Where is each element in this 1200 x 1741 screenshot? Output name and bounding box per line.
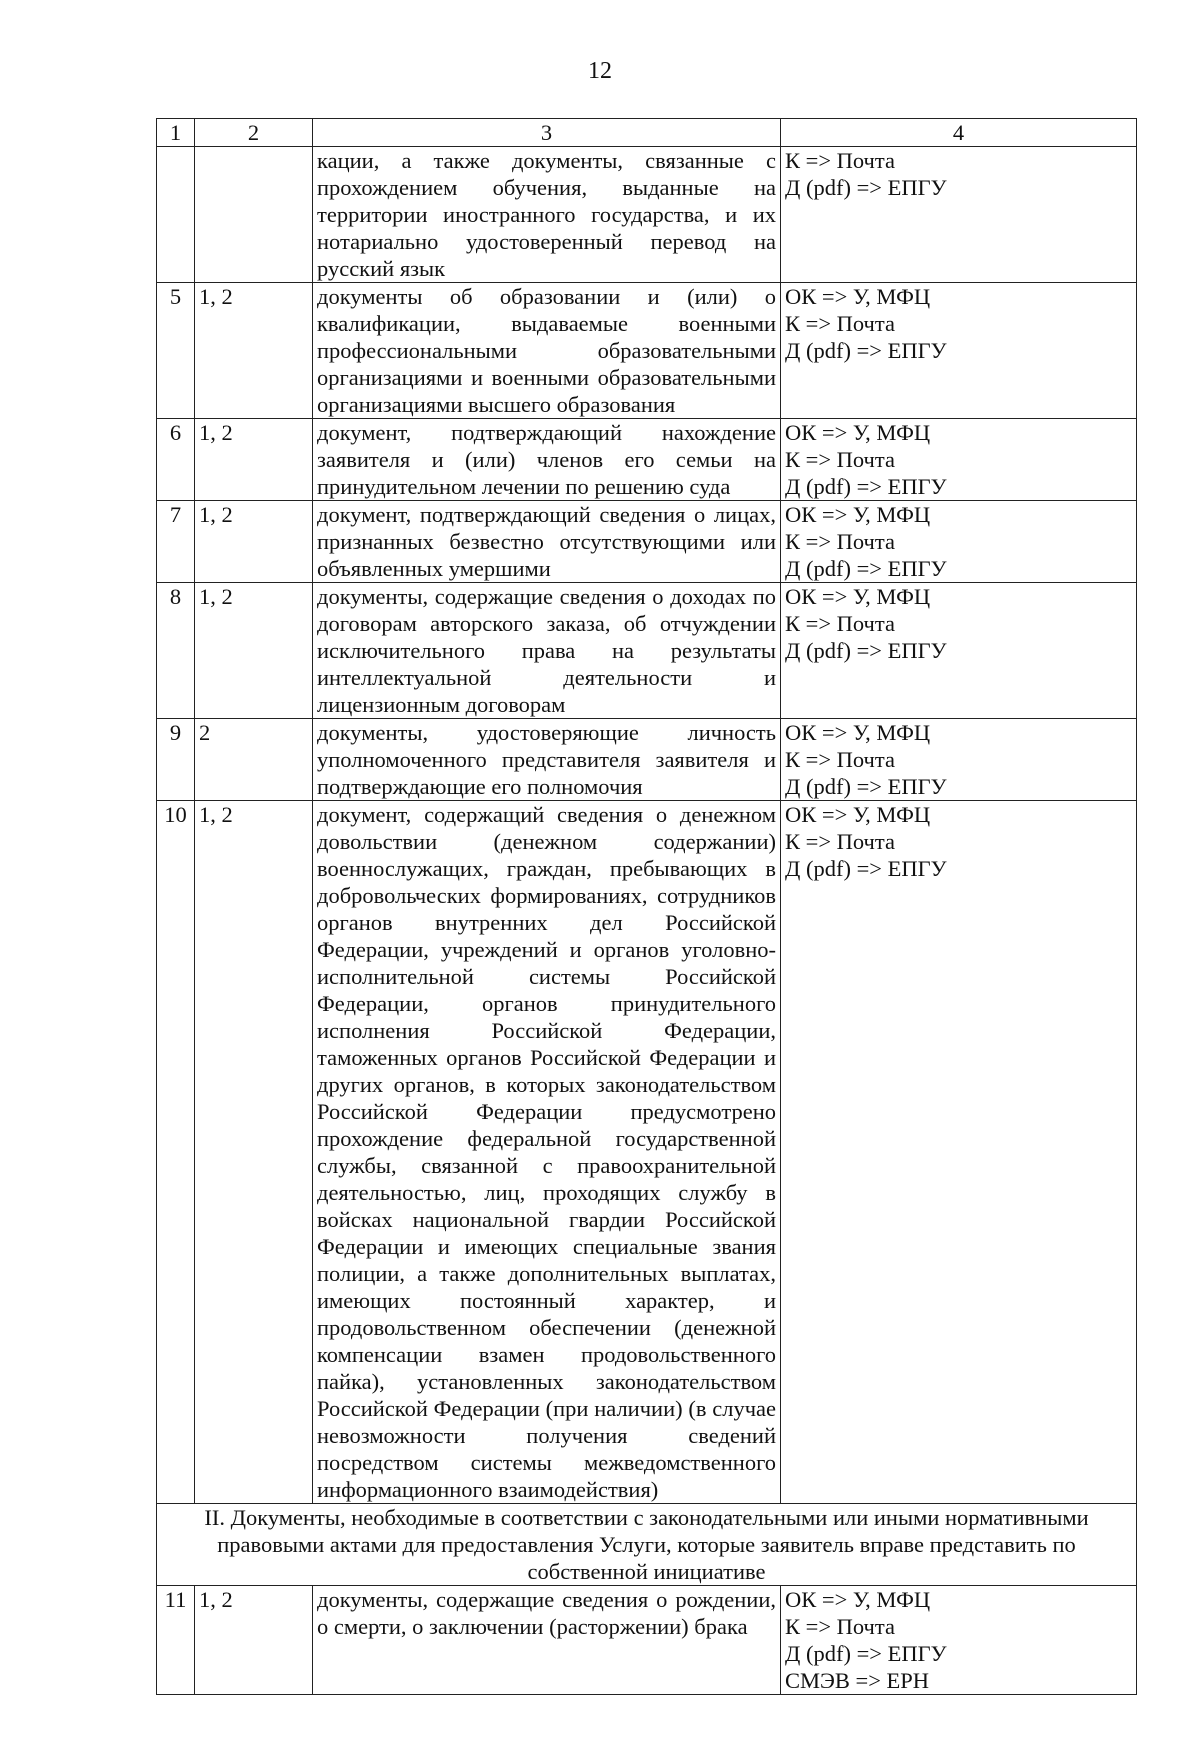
submission-method: Д (pdf) => ЕПГУ	[785, 856, 947, 881]
submission-method: ОК => У, МФЦ	[785, 502, 931, 527]
submission-method: ОК => У, МФЦ	[785, 284, 931, 309]
header-col-3: 3	[313, 119, 781, 147]
submission-method: К => Почта	[785, 529, 895, 554]
page-number: 12	[588, 58, 612, 84]
submission-method: К => Почта	[785, 1614, 895, 1639]
submission-method: Д (pdf) => ЕПГУ	[785, 474, 947, 499]
row-submission-methods	[781, 583, 1137, 719]
row-number: 9	[157, 719, 195, 801]
row-category: 1, 2	[195, 419, 313, 501]
row-document-description: документы, удостоверяющие личность уполномоченного представителя заявителя и подтверждающие его полномочия	[313, 719, 781, 801]
header-col-1: 1	[157, 119, 195, 147]
row-submission-methods	[781, 419, 1137, 501]
row-number: 10	[157, 801, 195, 1504]
submission-method: СМЭВ => ЕРН	[785, 1668, 930, 1693]
row-document-description: документ, подтверждающий нахождение заявителя и (или) членов его семьи на принудительном лечении по решению суда	[313, 419, 781, 501]
table-row	[157, 147, 1137, 283]
table-row	[157, 419, 1137, 501]
table-row	[157, 501, 1137, 583]
submission-method: К => Почта	[785, 311, 895, 336]
section-title: II. Документы, необходимые в соответствии с законодательными или иными нормативными правовыми актами для предоставления Услуги, которые заявитель вправе представить по собственной инициативе	[157, 1504, 1137, 1586]
header-col-2: 2	[195, 119, 313, 147]
table-row	[157, 1586, 1137, 1695]
row-submission-methods	[781, 719, 1137, 801]
row-number: 6	[157, 419, 195, 501]
row-document-description: документ, подтверждающий сведения о лицах, признанных безвестно отсутствующими или объявленных умершими	[313, 501, 781, 583]
row-number	[157, 147, 195, 283]
row-category: 2	[195, 719, 313, 801]
row-category: 1, 2	[195, 583, 313, 719]
row-submission-methods	[781, 1586, 1137, 1695]
section-header-row	[157, 1504, 1137, 1586]
submission-method: К => Почта	[785, 148, 895, 173]
row-category: 1, 2	[195, 501, 313, 583]
row-number: 7	[157, 501, 195, 583]
row-document-description: документы об образовании и (или) о квалификации, выдаваемые военными профессиональными образовательными организациями и военными образовательными организациями высшего образования	[313, 283, 781, 419]
submission-method: ОК => У, МФЦ	[785, 420, 931, 445]
row-number: 11	[157, 1586, 195, 1695]
submission-method: ОК => У, МФЦ	[785, 720, 931, 745]
row-document-description: кации, а также документы, связанные с прохождением обучения, выданные на территории иностранного государства, и их нотариально удостоверенный перевод на русский язык	[313, 147, 781, 283]
row-submission-methods	[781, 801, 1137, 1504]
documents-table	[156, 118, 1137, 1695]
submission-method: Д (pdf) => ЕПГУ	[785, 338, 947, 363]
submission-method: ОК => У, МФЦ	[785, 802, 931, 827]
table-row	[157, 283, 1137, 419]
row-document-description: документ, содержащий сведения о денежном довольствии (денежном содержании) военнослужащих, граждан, пребывающих в добровольческих формированиях, сотрудников органов внутренних дел Российской Федерации, учреждений и органов уголовно-исполнительной системы Российской Федерации, органов принудительного исполнения Российской Федерации, таможенных органов Российской Федерации и других органов, в которых законодательством Российской Федерации предусмотрено прохождение федеральной государственной службы, связанной с правоохранительной деятельностью, лиц, проходящих службу в войсках национальной гвардии Российской Федерации и имеющих специальные звания полиции, а также дополнительных выплатах, имеющих постоянный характер, и продовольственном обеспечении (денежной компенсации взамен продовольственного пайка), установленных законодательством Российской Федерации (при наличии) (в случае невозможности получения сведений посредством системы межведомственного информационного взаимодействия)	[313, 801, 781, 1504]
row-document-description: документы, содержащие сведения о рождении, о смерти, о заключении (расторжении) брака	[313, 1586, 781, 1695]
table-row	[157, 583, 1137, 719]
table-row	[157, 719, 1137, 801]
submission-method: К => Почта	[785, 829, 895, 854]
submission-method: К => Почта	[785, 447, 895, 472]
row-category	[195, 147, 313, 283]
submission-method: ОК => У, МФЦ	[785, 584, 931, 609]
row-category: 1, 2	[195, 801, 313, 1504]
submission-method: К => Почта	[785, 611, 895, 636]
table-row	[157, 801, 1137, 1504]
row-submission-methods	[781, 501, 1137, 583]
table-header-row	[157, 119, 1137, 147]
submission-method: Д (pdf) => ЕПГУ	[785, 556, 947, 581]
row-submission-methods	[781, 147, 1137, 283]
row-number: 8	[157, 583, 195, 719]
submission-method: Д (pdf) => ЕПГУ	[785, 774, 947, 799]
row-number: 5	[157, 283, 195, 419]
submission-method: К => Почта	[785, 747, 895, 772]
submission-method: Д (pdf) => ЕПГУ	[785, 175, 947, 200]
row-category: 1, 2	[195, 1586, 313, 1695]
header-col-4: 4	[781, 119, 1137, 147]
row-document-description: документы, содержащие сведения о доходах по договорам авторского заказа, об отчуждении исключительного права на результаты интеллектуальной деятельности и лицензионным договорам	[313, 583, 781, 719]
submission-method: Д (pdf) => ЕПГУ	[785, 638, 947, 663]
submission-method: ОК => У, МФЦ	[785, 1587, 931, 1612]
row-submission-methods	[781, 283, 1137, 419]
submission-method: Д (pdf) => ЕПГУ	[785, 1641, 947, 1666]
row-category: 1, 2	[195, 283, 313, 419]
